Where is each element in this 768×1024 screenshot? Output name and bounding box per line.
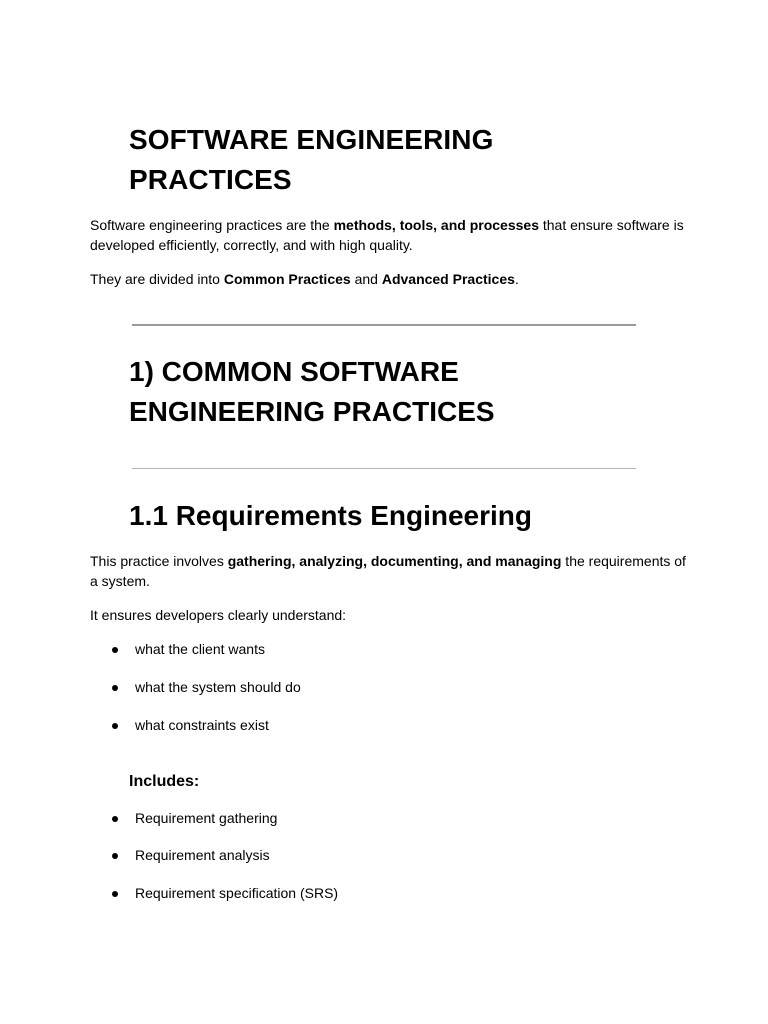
list-item-text: Requirement analysis: [135, 847, 270, 863]
list-item-text: Requirement gathering: [135, 810, 278, 826]
intro-p1-bold: methods, tools, and processes: [333, 217, 539, 233]
list-item-text: Requirement specification (SRS): [135, 885, 339, 901]
list-item: [112, 678, 301, 697]
intro-p1-text-a: Software engineering practices are the: [90, 217, 334, 233]
list-item-text: what constraints exist: [135, 717, 269, 733]
document-title-line-1: SOFTWARE ENGINEERING: [129, 124, 494, 155]
bullet-icon: [112, 816, 118, 822]
section-1-heading: [129, 352, 689, 432]
bullet-icon: [112, 891, 118, 897]
requirements-p1-text-a: This practice involves: [90, 553, 228, 569]
intro-paragraph-1: [90, 216, 690, 255]
bullet-icon: [112, 685, 118, 691]
intro-p2-bold-common: Common Practices: [223, 271, 351, 287]
intro-p2-bold-advanced: Advanced Practices: [381, 271, 515, 287]
section-1-1-heading: 1.1 Requirements Engineering: [129, 500, 532, 531]
list-item: [112, 884, 338, 903]
horizontal-divider-1: [132, 324, 636, 326]
list-item: [112, 846, 270, 865]
document-title-line-2: PRACTICES: [129, 164, 292, 195]
document-title: [129, 120, 649, 200]
bullet-icon: [112, 723, 118, 729]
list-item: [112, 640, 265, 659]
intro-p2-text-e: .: [514, 271, 519, 287]
requirements-paragraph-2: It ensures developers clearly understand:: [90, 607, 347, 623]
requirements-p1-text-c: the requirements of a system.: [90, 553, 686, 589]
includes-heading: Includes:: [129, 773, 200, 790]
intro-paragraph-2: [90, 270, 690, 290]
bullet-icon: [112, 853, 118, 859]
intro-p2-text-a: They are divided into: [90, 271, 224, 287]
requirements-paragraph-1: [90, 552, 690, 591]
section-1-heading-line-1: 1) COMMON SOFTWARE: [129, 356, 459, 387]
list-item-text: what the system should do: [135, 679, 301, 695]
requirements-p1-bold: gathering, analyzing, documenting, and managing: [227, 553, 562, 569]
intro-p1-text-c: that ensure software is developed efficiently, correctly, and with high quality.: [90, 217, 684, 253]
list-item-text: what the client wants: [135, 641, 265, 657]
section-1-heading-line-2: ENGINEERING PRACTICES: [129, 396, 495, 427]
intro-p2-text-c: and: [350, 271, 382, 287]
list-item: [112, 809, 277, 828]
horizontal-divider-2: [132, 468, 636, 469]
list-item: [112, 716, 269, 735]
bullet-icon: [112, 647, 118, 653]
